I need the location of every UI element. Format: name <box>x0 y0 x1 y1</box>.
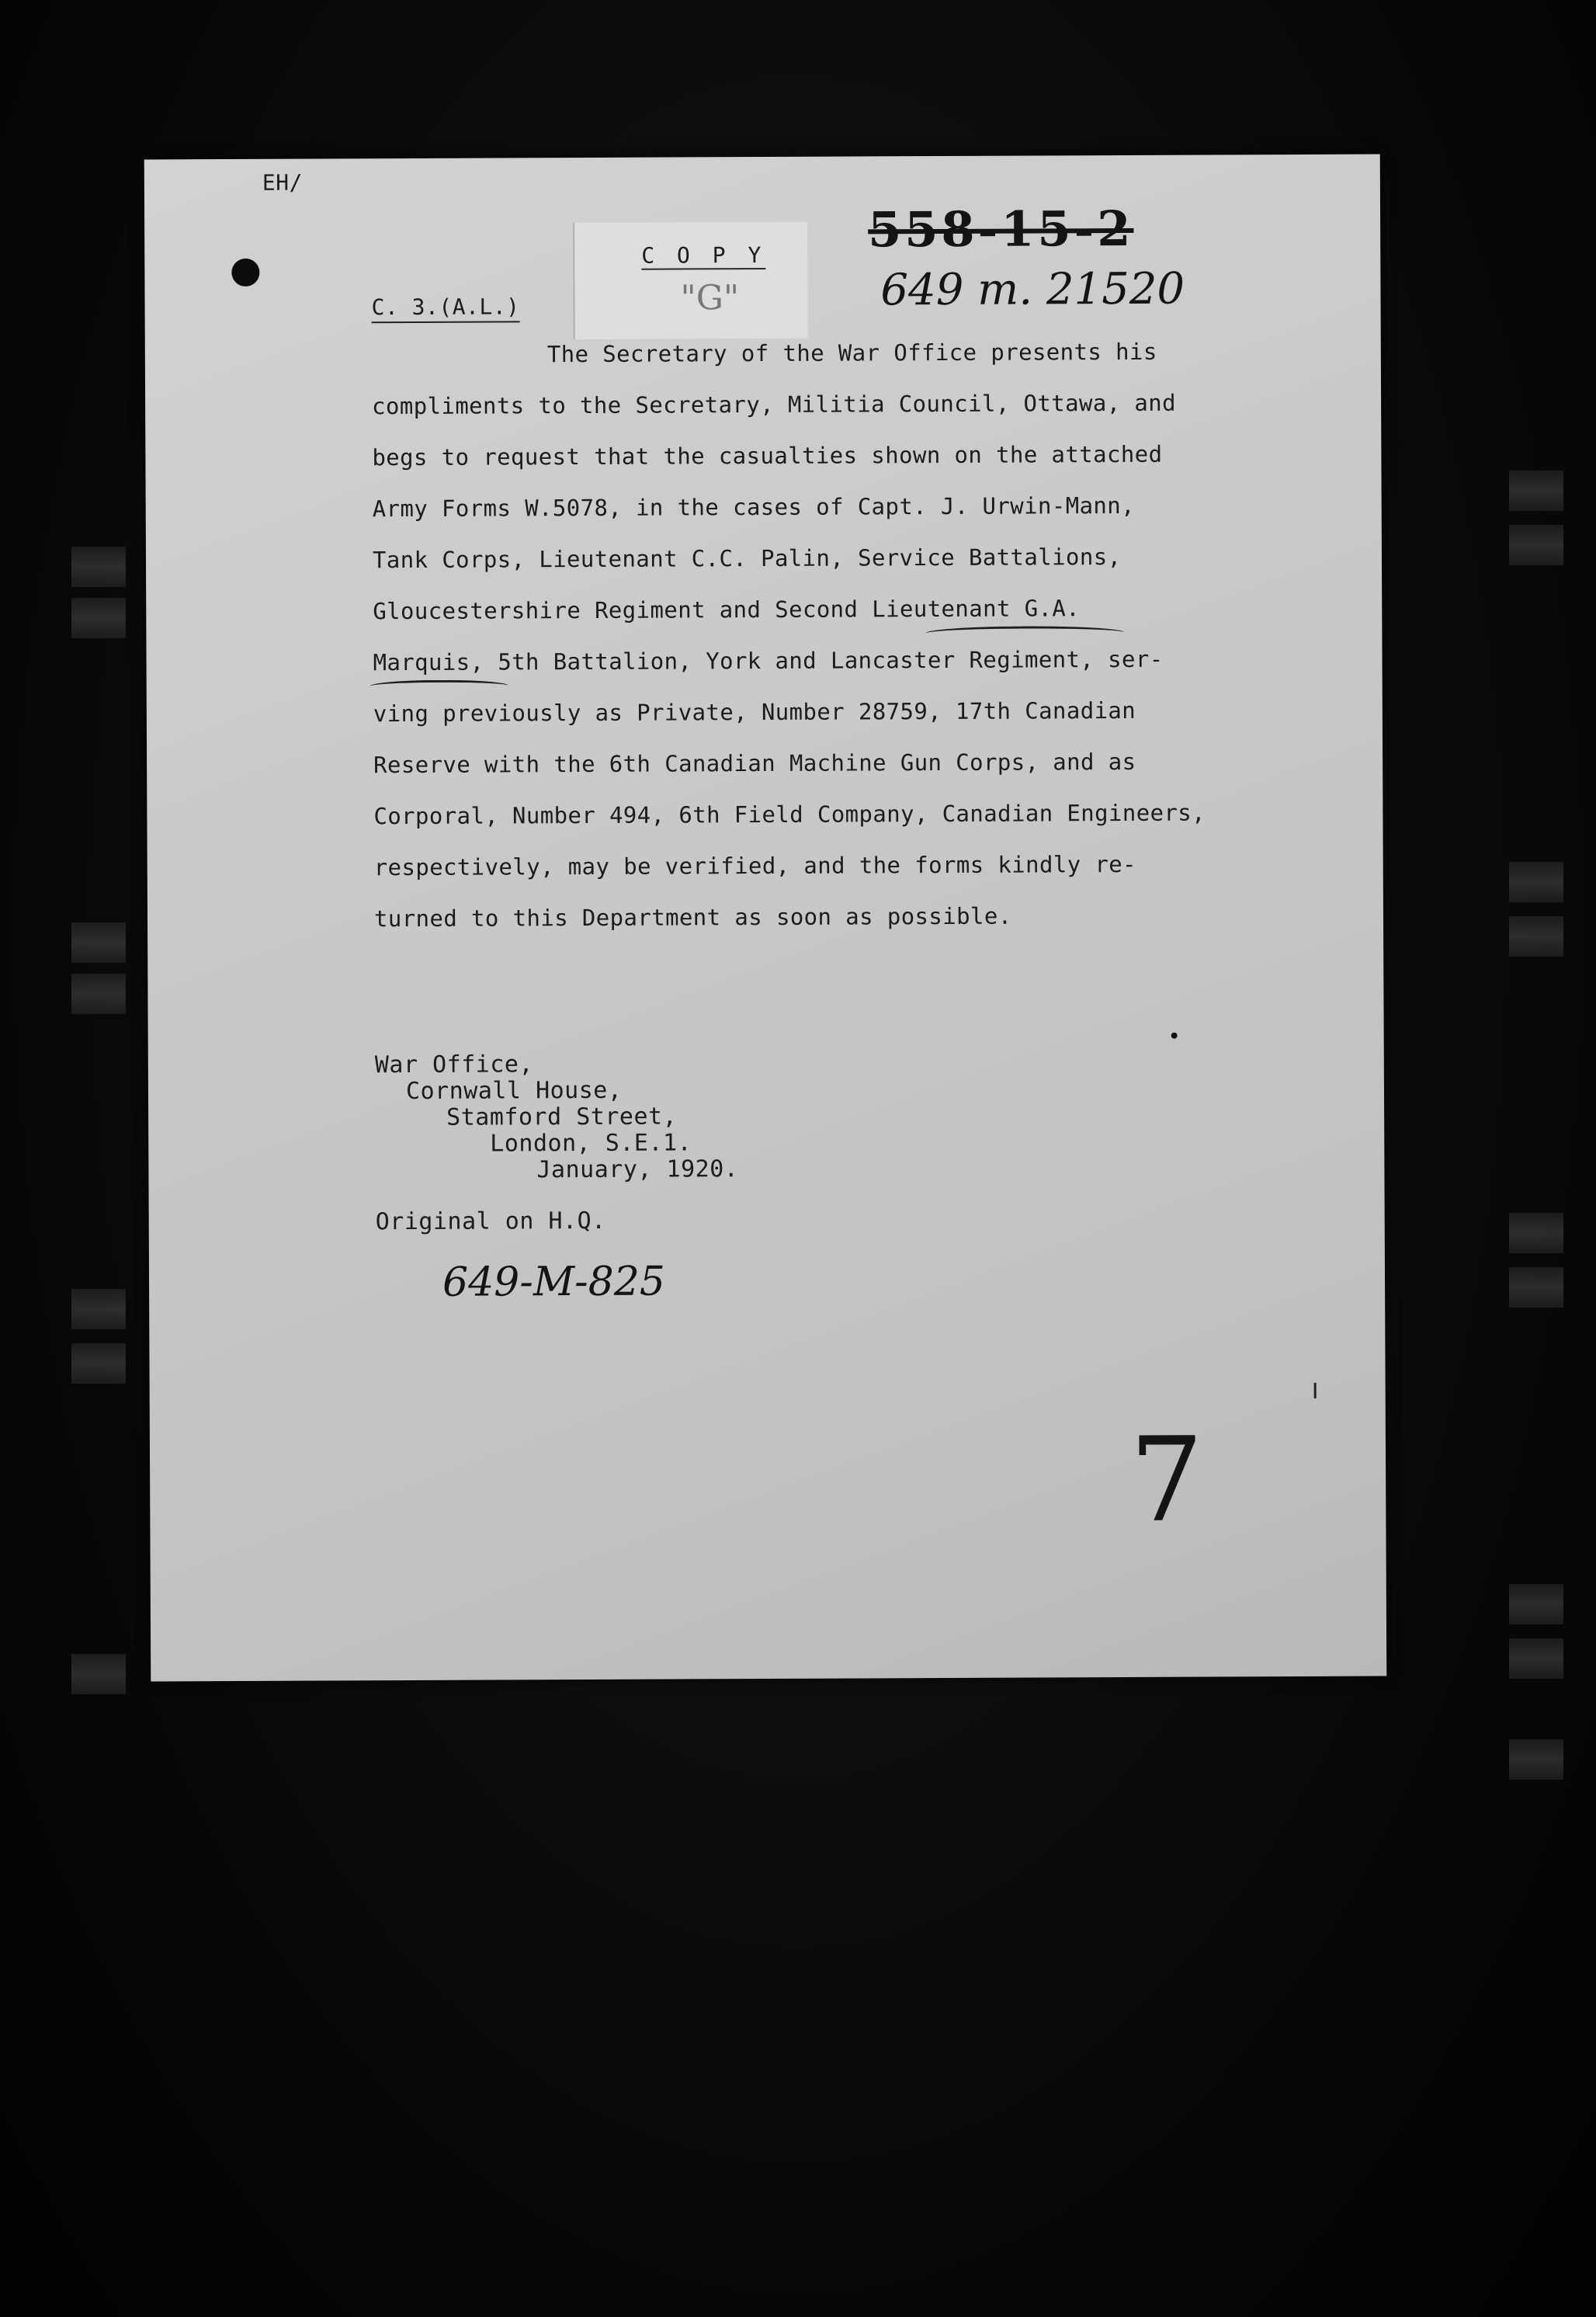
address-line: Cornwall House, <box>405 1076 623 1106</box>
stamp-letter: "G" <box>680 278 740 318</box>
copy-stamp <box>573 222 808 339</box>
address-line: January, 1920. <box>536 1155 739 1184</box>
body-line: begs to request that the casualties shown on the attached <box>372 440 1163 471</box>
body-line: respectively, may be verified, and the forms kindly re- <box>373 850 1137 881</box>
body-line: Army Forms W.5078, in the cases of Capt. J. Urwin-Mann, <box>372 492 1136 523</box>
ink-underline-name <box>370 679 508 692</box>
corner-initials: EH/ <box>262 169 304 196</box>
handwritten-reference: 649 m. 21520 <box>880 263 1185 316</box>
copy-label: C O P Y <box>641 241 766 269</box>
handwritten-reference-struck: 558-15-2 <box>867 200 1134 259</box>
body-line: Tank Corps, Lieutenant C.C. Palin, Service Battalions, <box>372 543 1122 574</box>
document-page <box>144 155 1387 1682</box>
ink-underline-name <box>925 626 1124 640</box>
handwritten-file-number: 649-M-825 <box>442 1258 666 1306</box>
body-line: Gloucestershire Regiment and Second Lieutenant G.A. <box>373 595 1081 625</box>
handwritten-page-number: 7 <box>1129 1412 1204 1548</box>
body-line: compliments to the Secretary, Militia Council, Ottawa, and <box>372 389 1177 420</box>
punch-hole-mark <box>231 259 259 287</box>
address-line: London, S.E.1. <box>490 1129 692 1158</box>
file-reference: C. 3.(A.L.) <box>371 294 519 323</box>
film-strip-left <box>71 0 126 2317</box>
film-strip-right <box>1509 0 1563 2317</box>
body-line: turned to this Department as soon as possible. <box>373 902 1012 933</box>
paper-speck <box>1171 1033 1178 1039</box>
body-line: Marquis, 5th Battalion, York and Lancaster Regiment, ser- <box>373 645 1164 676</box>
body-line: ving previously as Private, Number 28759, 17th Canadian <box>373 696 1136 728</box>
original-note: Original on H.Q. <box>375 1207 606 1236</box>
address-line: War Office, <box>374 1051 534 1079</box>
paper-speck <box>1314 1383 1317 1398</box>
body-line: Corporal, Number 494, 6th Field Company, Canadian Engineers, <box>373 799 1206 830</box>
body-line: The Secretary of the War Office presents his <box>546 338 1157 368</box>
address-line: Stamford Street, <box>446 1103 678 1131</box>
body-line: Reserve with the 6th Canadian Machine Gun Corps, and as <box>373 748 1136 779</box>
